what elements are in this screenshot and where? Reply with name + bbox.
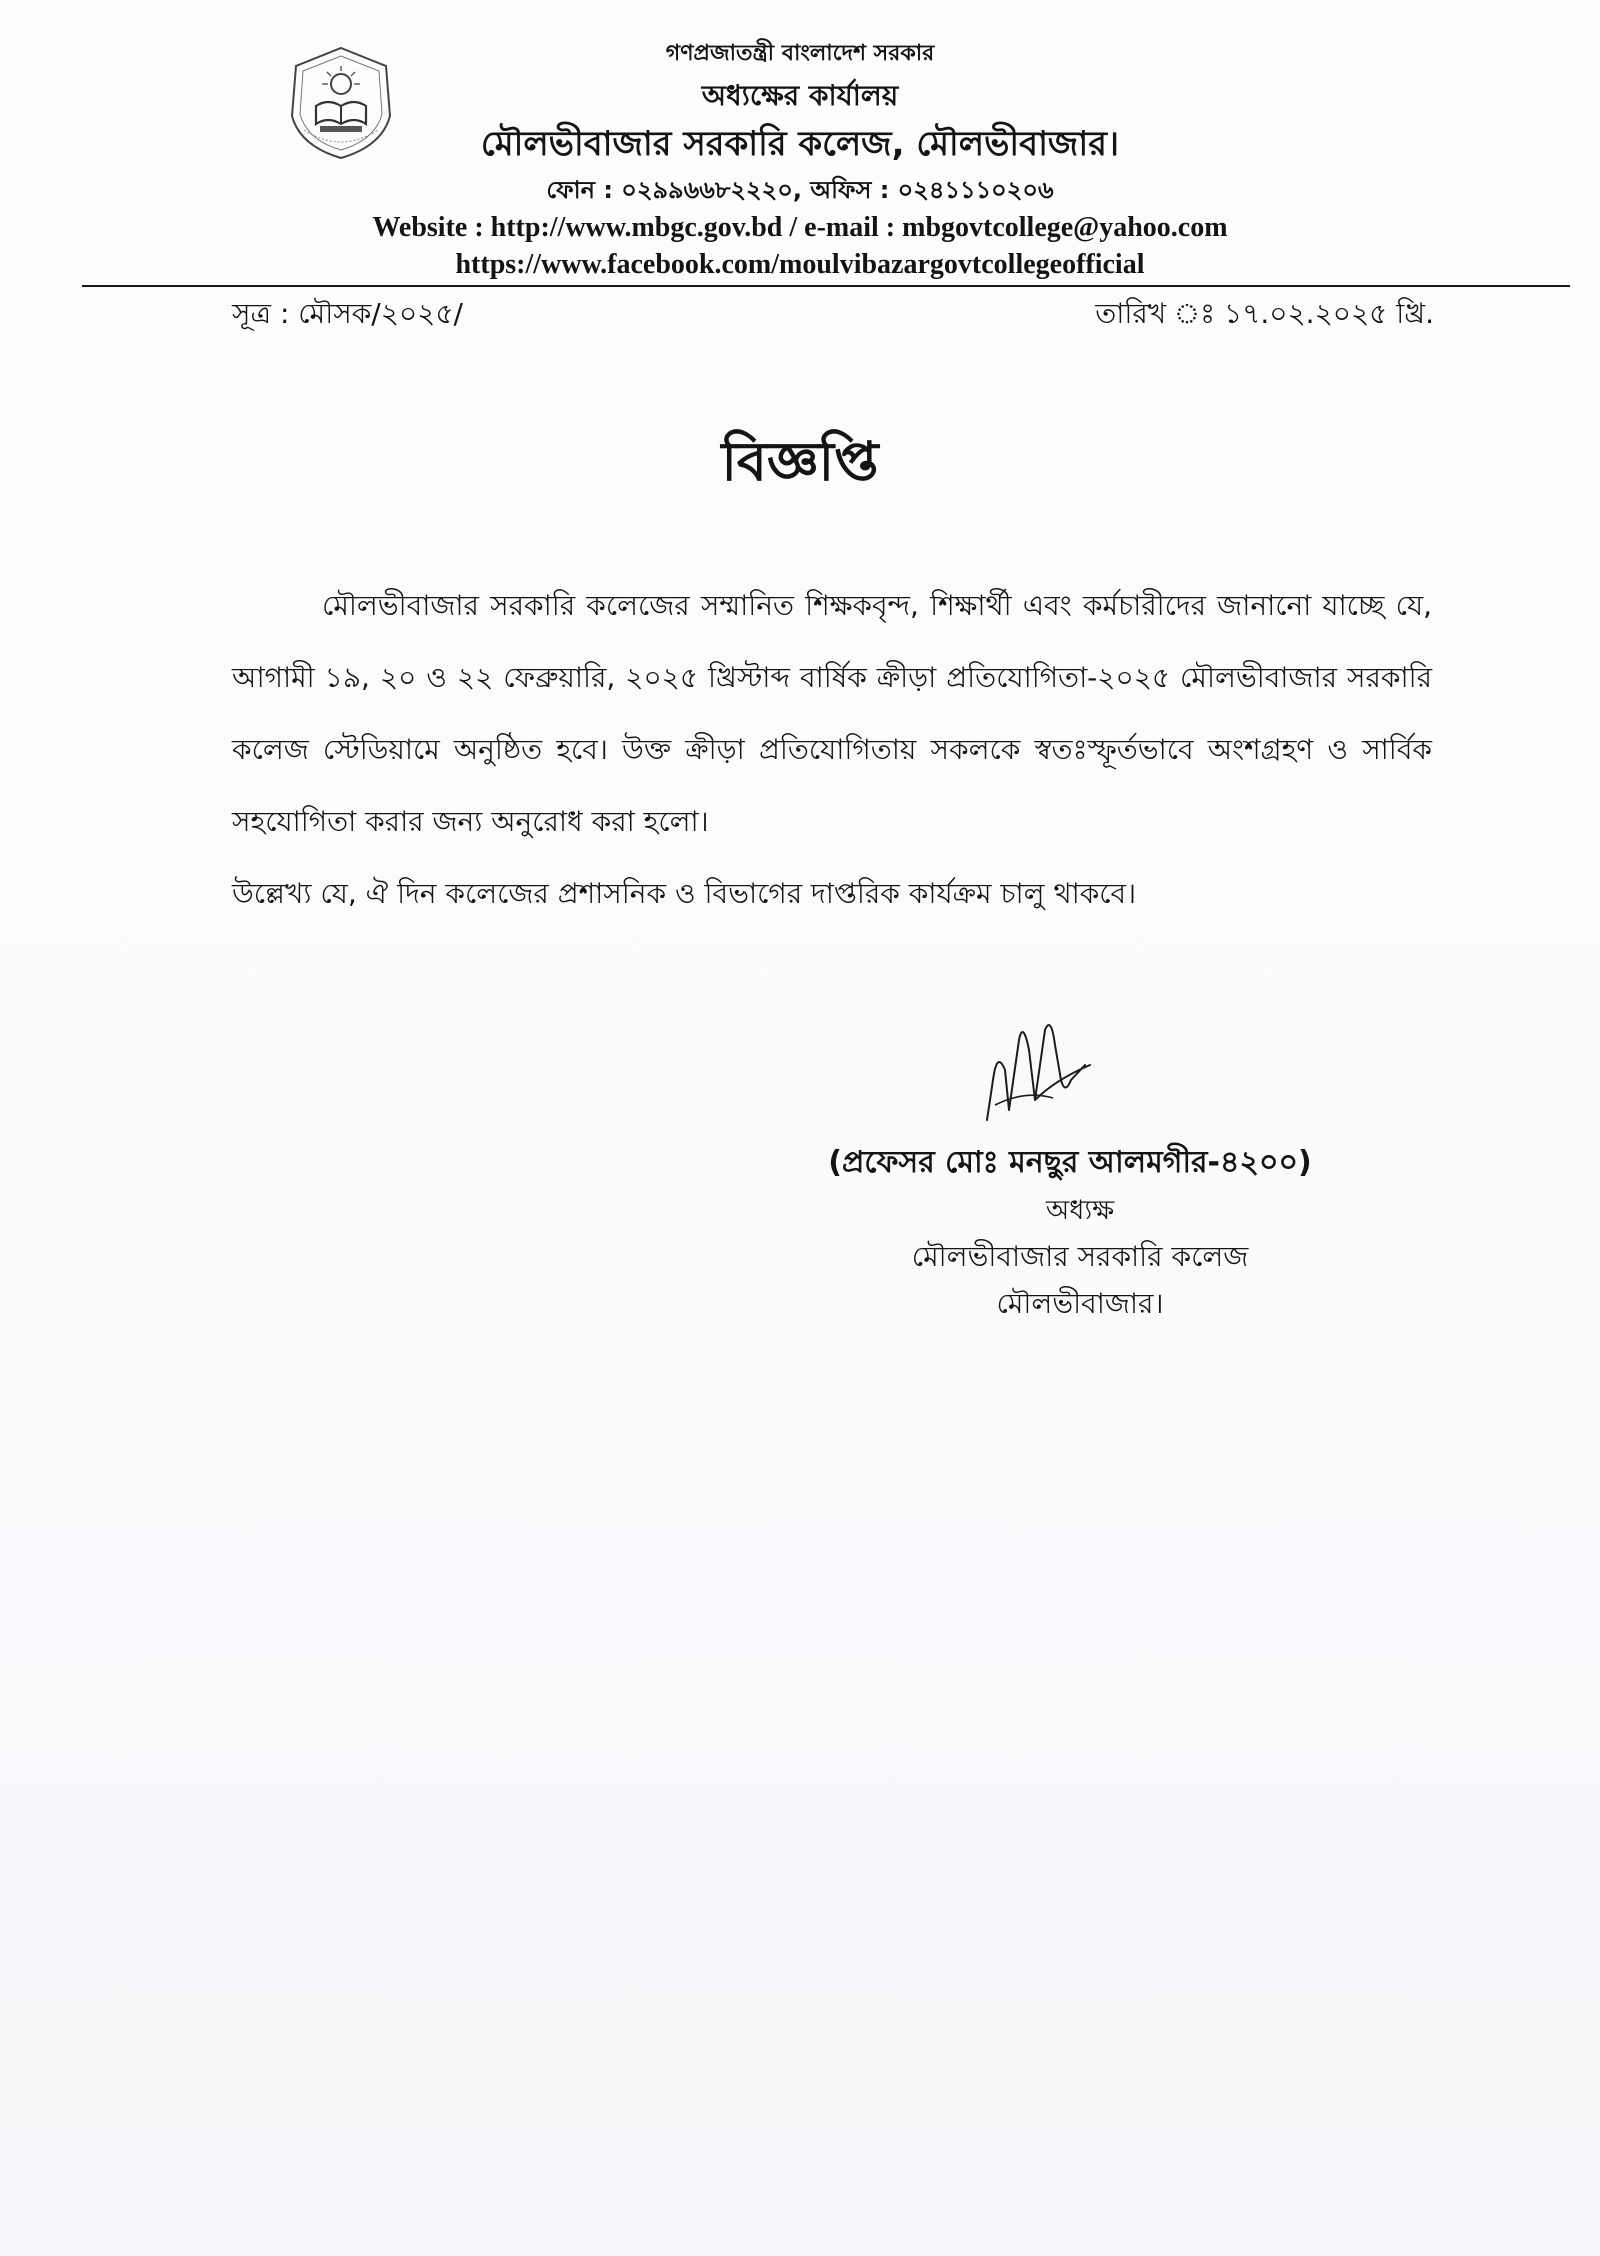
notice-body — [232, 570, 1432, 930]
notice-date: তারিখ ঃ ১৭.০২.২০২৫ খ্রি. — [1095, 297, 1434, 330]
website-email-line: Website : http://www.mbgc.gov.bd / e-mail : mbgovtcollege@yahoo.com — [372, 212, 1228, 243]
letterhead-divider — [82, 285, 1570, 287]
government-heading: গণপ্রজাতন্ত্রী বাংলাদেশ সরকার — [665, 41, 935, 66]
notice-paragraph-2: উল্লেখ্য যে, ঐ দিন কলেজের প্রশাসনিক ও বিভাগের দাপ্তরিক কার্যক্রম চালু থাকবে। — [232, 877, 1137, 910]
signatory-college: মৌলভীবাজার সরকারি কলেজ — [911, 1240, 1249, 1273]
notice-paragraph-1: মৌলভীবাজার সরকারি কলেজের সম্মানিত শিক্ষকবৃন্দ, শিক্ষার্থী এবং কর্মচারীদের জানানো যাচ্ছে যে, আগামী ১৯, ২০ ও ২২ ফেব্রুয়ারি, ২০২৫ খ্রিস্টাব্দ বার্ষিক ক্রীড়া প্রতিযোগিতা-২০২৫ মৌলভীবাজার সরকারি কলেজ স্টেডিয়ামে অনুষ্ঠিত হবে। উক্ত ক্রীড়া প্রতিযোগিতায় সকলকে স্বতঃস্ফূর্তভাবে অংশগ্রহণ ও সার্বিক সহযোগিতা করার জন্য অনুরোধ করা হলো। — [232, 589, 1432, 838]
phone-line: ফোন : ০২৯৯৬৬৮২২২০, অফিস : ০২৪১১১০২০৬ — [546, 176, 1054, 204]
signature-icon — [975, 1010, 1095, 1135]
college-heading: মৌলভীবাজার সরকারি কলেজ, মৌলভীবাজার। — [480, 124, 1120, 164]
notice-title: বিজ্ঞপ্তি — [721, 430, 879, 493]
signatory-designation: অধ্যক্ষ — [1045, 1195, 1115, 1226]
signatory-place: মৌলভীবাজার। — [996, 1287, 1164, 1320]
signatory-name: (প্রফেসর মোঃ মনছুর আলমগীর-৪২০০) — [828, 1145, 1312, 1180]
office-heading: অধ্যক্ষের কার্যালয় — [701, 79, 899, 112]
facebook-line: https://www.facebook.com/moulvibazargovtcollegeofficial — [455, 249, 1145, 280]
reference-number: সূত্র : মৌসক/২০২৫/ — [232, 297, 463, 330]
